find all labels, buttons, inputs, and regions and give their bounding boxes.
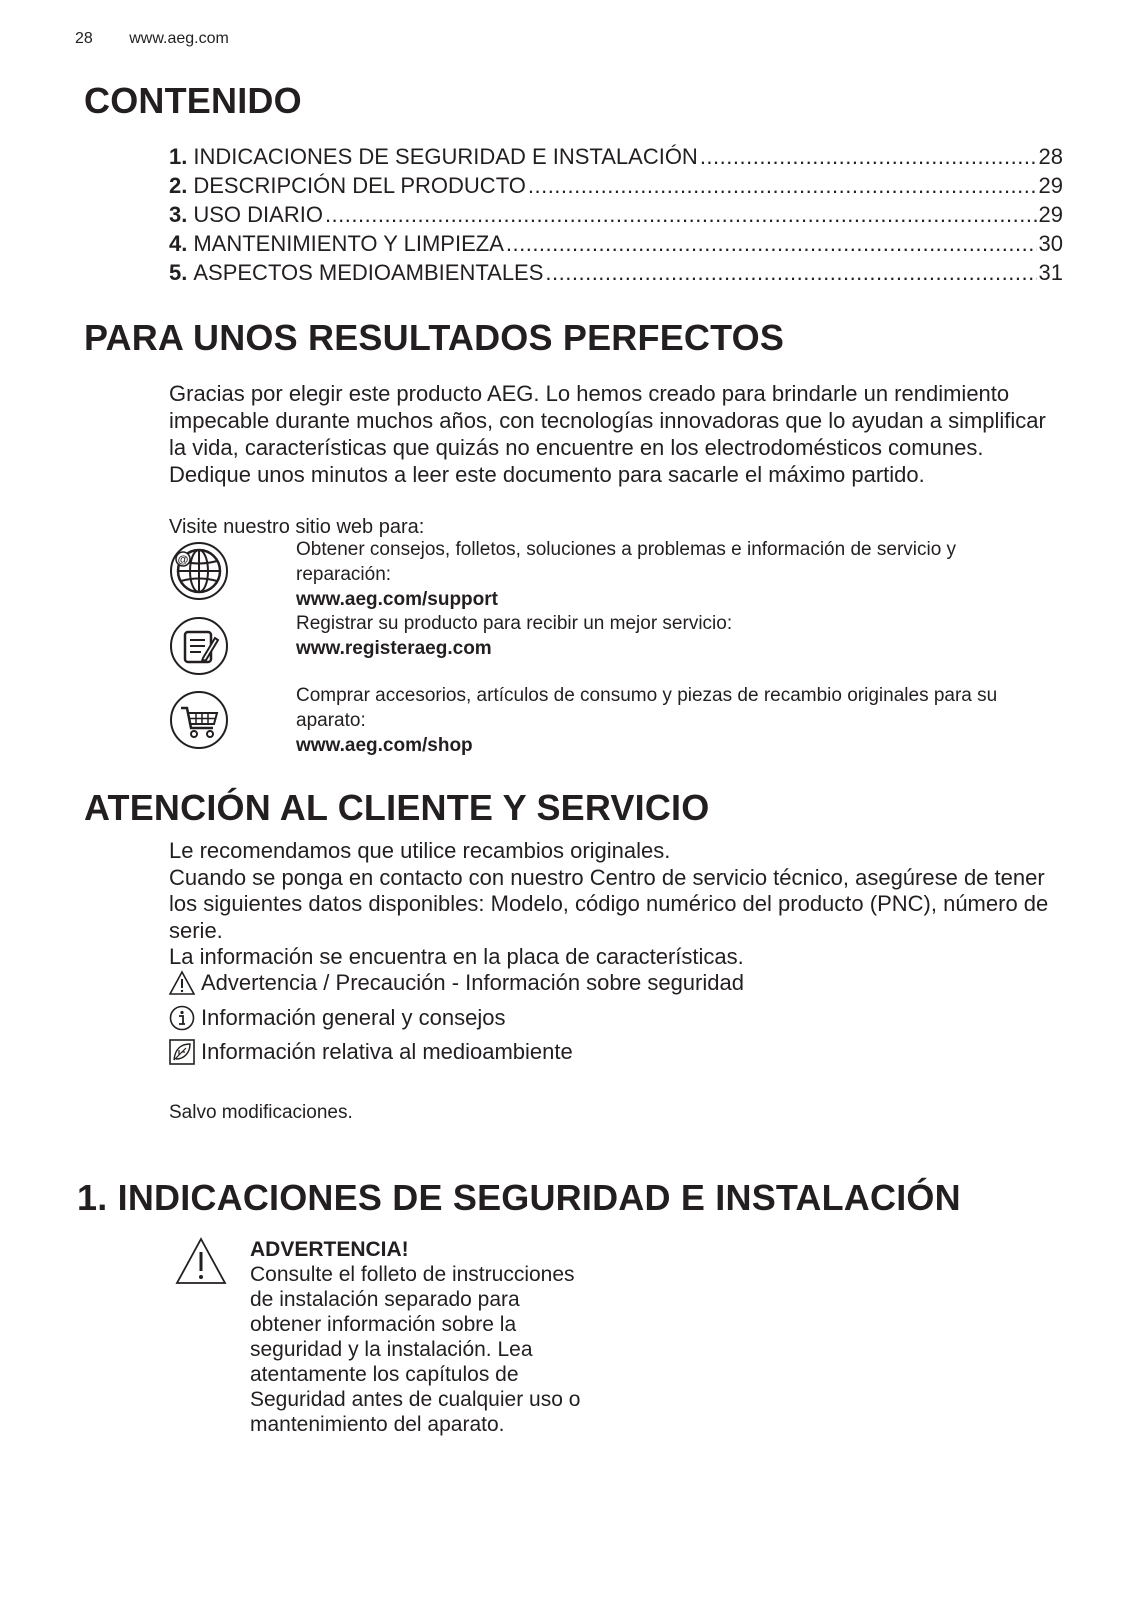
- service-line-1: Le recomendamos que utilice recambios originales.: [169, 838, 671, 863]
- visit-website-text: Visite nuestro sitio web para:: [169, 516, 425, 538]
- service-paragraph: [169, 838, 1049, 971]
- legend-item-warning: [169, 970, 744, 996]
- toc-item-number: 2.: [169, 173, 188, 198]
- toc-leader-dots: [545, 258, 1036, 287]
- warning-text-block: [250, 1237, 590, 1437]
- toc-item-page: 30: [1038, 231, 1063, 256]
- section-title-perfectos: PARA UNOS RESULTADOS PERFECTOS: [84, 317, 785, 358]
- shop-description: Comprar accesorios, artículos de consumo y piezas de recambio originales para su aparato:: [296, 685, 998, 731]
- toc-item-label: MANTENIMIENTO Y LIMPIEZA: [193, 231, 504, 256]
- support-description: Obtener consejos, folletos, soluciones a problemas e información de servicio y reparación:: [296, 539, 957, 585]
- toc-item[interactable]: [169, 229, 1063, 258]
- page-header: [75, 30, 229, 48]
- toc-item[interactable]: [169, 200, 1063, 229]
- support-link-text-block: [296, 537, 1056, 612]
- toc-item-page: 31: [1038, 260, 1063, 285]
- toc-item-label: ASPECTOS MEDIOAMBIENTALES: [193, 260, 544, 285]
- toc-leader-dots: [700, 142, 1037, 171]
- toc-item-page: 28: [1038, 144, 1063, 169]
- shop-link-text-block: [296, 683, 1056, 758]
- toc-item-page: 29: [1038, 202, 1063, 227]
- toc-leader-dots: [325, 200, 1037, 229]
- intro-paragraph: [169, 380, 1049, 488]
- salvo-text: Salvo modificaciones.: [169, 1102, 353, 1123]
- toc-item-label: INDICACIONES DE SEGURIDAD E INSTALACIÓN: [193, 144, 698, 169]
- toc-item-number: 4.: [169, 231, 188, 256]
- section-title-atencion: ATENCIÓN AL CLIENTE Y SERVICIO: [84, 787, 710, 828]
- header-url[interactable]: www.aeg.com: [129, 30, 229, 47]
- toc-item-number: 3.: [169, 202, 188, 227]
- toc-item-page: 29: [1038, 173, 1063, 198]
- register-url[interactable]: www.registeraeg.com: [296, 638, 492, 659]
- warning-triangle-icon: [175, 1237, 227, 1285]
- legend-warning-text: Advertencia / Precaución - Información sobre seguridad: [201, 970, 744, 995]
- toc-item-number: 1.: [169, 144, 188, 169]
- toc-item[interactable]: [169, 171, 1063, 200]
- toc-item-label: DESCRIPCIÓN DEL PRODUCTO: [193, 173, 526, 198]
- shop-url[interactable]: www.aeg.com/shop: [296, 735, 473, 756]
- leaf-icon: [169, 1039, 195, 1065]
- table-of-contents: [169, 142, 1063, 287]
- register-description: Registrar su producto para recibir un mejor servicio:: [296, 613, 733, 634]
- toc-title: CONTENIDO: [84, 80, 302, 121]
- toc-leader-dots: [506, 229, 1037, 258]
- page-number: 28: [75, 30, 93, 47]
- legend-item-info: [169, 1005, 506, 1031]
- legend-info-text: Información general y consejos: [201, 1005, 506, 1030]
- globe-at-icon: [169, 541, 229, 601]
- support-url[interactable]: www.aeg.com/support: [296, 589, 498, 610]
- toc-item-number: 5.: [169, 260, 188, 285]
- svg-text:@: @: [177, 554, 189, 566]
- warning-body: Consulte el folleto de instrucciones de instalación separado para obtener información sobre la seguridad y la instalación. Lea atentamente los capítulos de Seguridad antes de cualquier uso o mantenimiento del aparato.: [250, 1263, 581, 1436]
- register-document-icon: [169, 616, 229, 676]
- legend-environment-text: Información relativa al medioambiente: [201, 1039, 573, 1064]
- shopping-cart-icon: [169, 690, 229, 750]
- info-icon: [169, 1005, 195, 1031]
- toc-item-label: USO DIARIO: [193, 202, 323, 227]
- service-line-2: Cuando se ponga en contacto con nuestro Centro de servicio técnico, asegúrese de tener los siguientes datos disponibles: Modelo, código numérico del producto (PNC), número de serie.: [169, 864, 1049, 943]
- warning-title: ADVERTENCIA!: [250, 1238, 409, 1261]
- toc-leader-dots: [528, 171, 1037, 200]
- toc-item[interactable]: [169, 258, 1063, 287]
- section-title-indicaciones: 1. INDICACIONES DE SEGURIDAD E INSTALACIÓN: [77, 1177, 961, 1218]
- service-line-3: La información se encuentra en la placa de características.: [169, 944, 744, 969]
- register-link-text-block: [296, 611, 1056, 661]
- warning-triangle-icon: [169, 970, 195, 996]
- legend-item-environment: [169, 1039, 573, 1065]
- toc-item[interactable]: [169, 142, 1063, 171]
- intro-text: Gracias por elegir este producto AEG. Lo hemos creado para brindarle un rendimiento impecable durante muchos años, con tecnologías innovadoras que lo ayudan a simplificar la vida, características que quizás no encuentre en los electrodomésticos comunes. Dedique unos minutos a leer este documento para sacarle el máximo partido.: [169, 381, 1046, 487]
